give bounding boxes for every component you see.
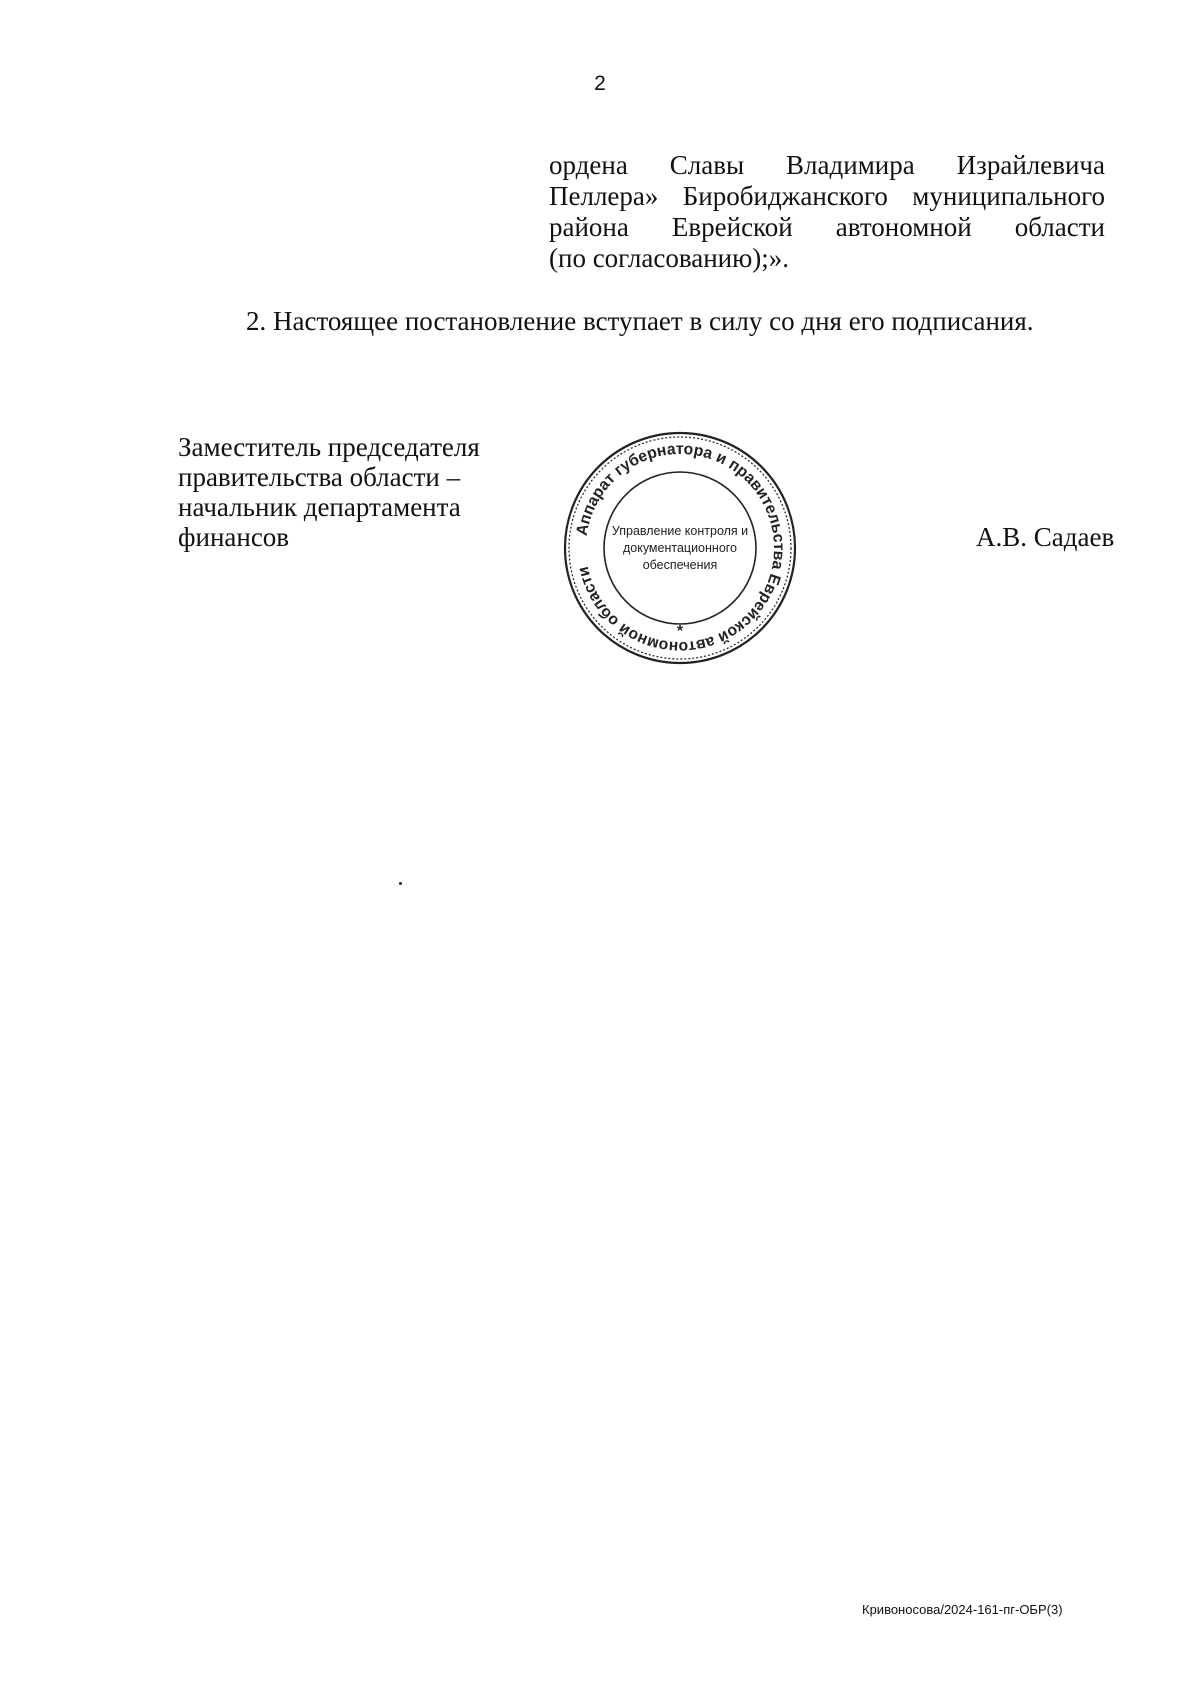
continuation-line: Пеллера» Биробиджанского муниципального xyxy=(549,181,1105,211)
official-stamp xyxy=(560,428,800,668)
list-item-continuation xyxy=(549,150,1105,274)
stamp-star: * xyxy=(676,623,684,640)
signer-title-line: начальник департамента xyxy=(178,492,461,522)
signer-title xyxy=(178,432,480,552)
stamp-inner-line: Управление контроля и xyxy=(611,524,749,538)
stamp-inner-line: обеспечения xyxy=(642,558,718,572)
continuation-line: района Еврейской автономной области xyxy=(549,212,1105,242)
stamp-inner-line: документационного xyxy=(622,541,738,555)
page-number: 2 xyxy=(594,72,606,95)
stamp-outer-text: Аппарат губернатора и правительства Еврейской автономной области xyxy=(573,440,788,656)
document-code: Кривоносова/2024-161-пг-ОБР(3) xyxy=(862,1602,1063,1617)
paragraph-effective-date: 2. Настоящее постановление вступает в силу со дня его подписания. xyxy=(246,306,1034,336)
signer-name: А.В. Садаев xyxy=(976,522,1115,552)
signer-title-line: Заместитель председателя xyxy=(178,432,480,462)
stray-mark xyxy=(399,882,402,885)
signer-title-line: финансов xyxy=(178,522,290,552)
signer-title-line: правительства области – xyxy=(178,462,461,492)
continuation-line: ордена Славы Владимира Израйлевича xyxy=(549,150,1105,180)
continuation-line: (по согласованию);». xyxy=(549,243,790,273)
